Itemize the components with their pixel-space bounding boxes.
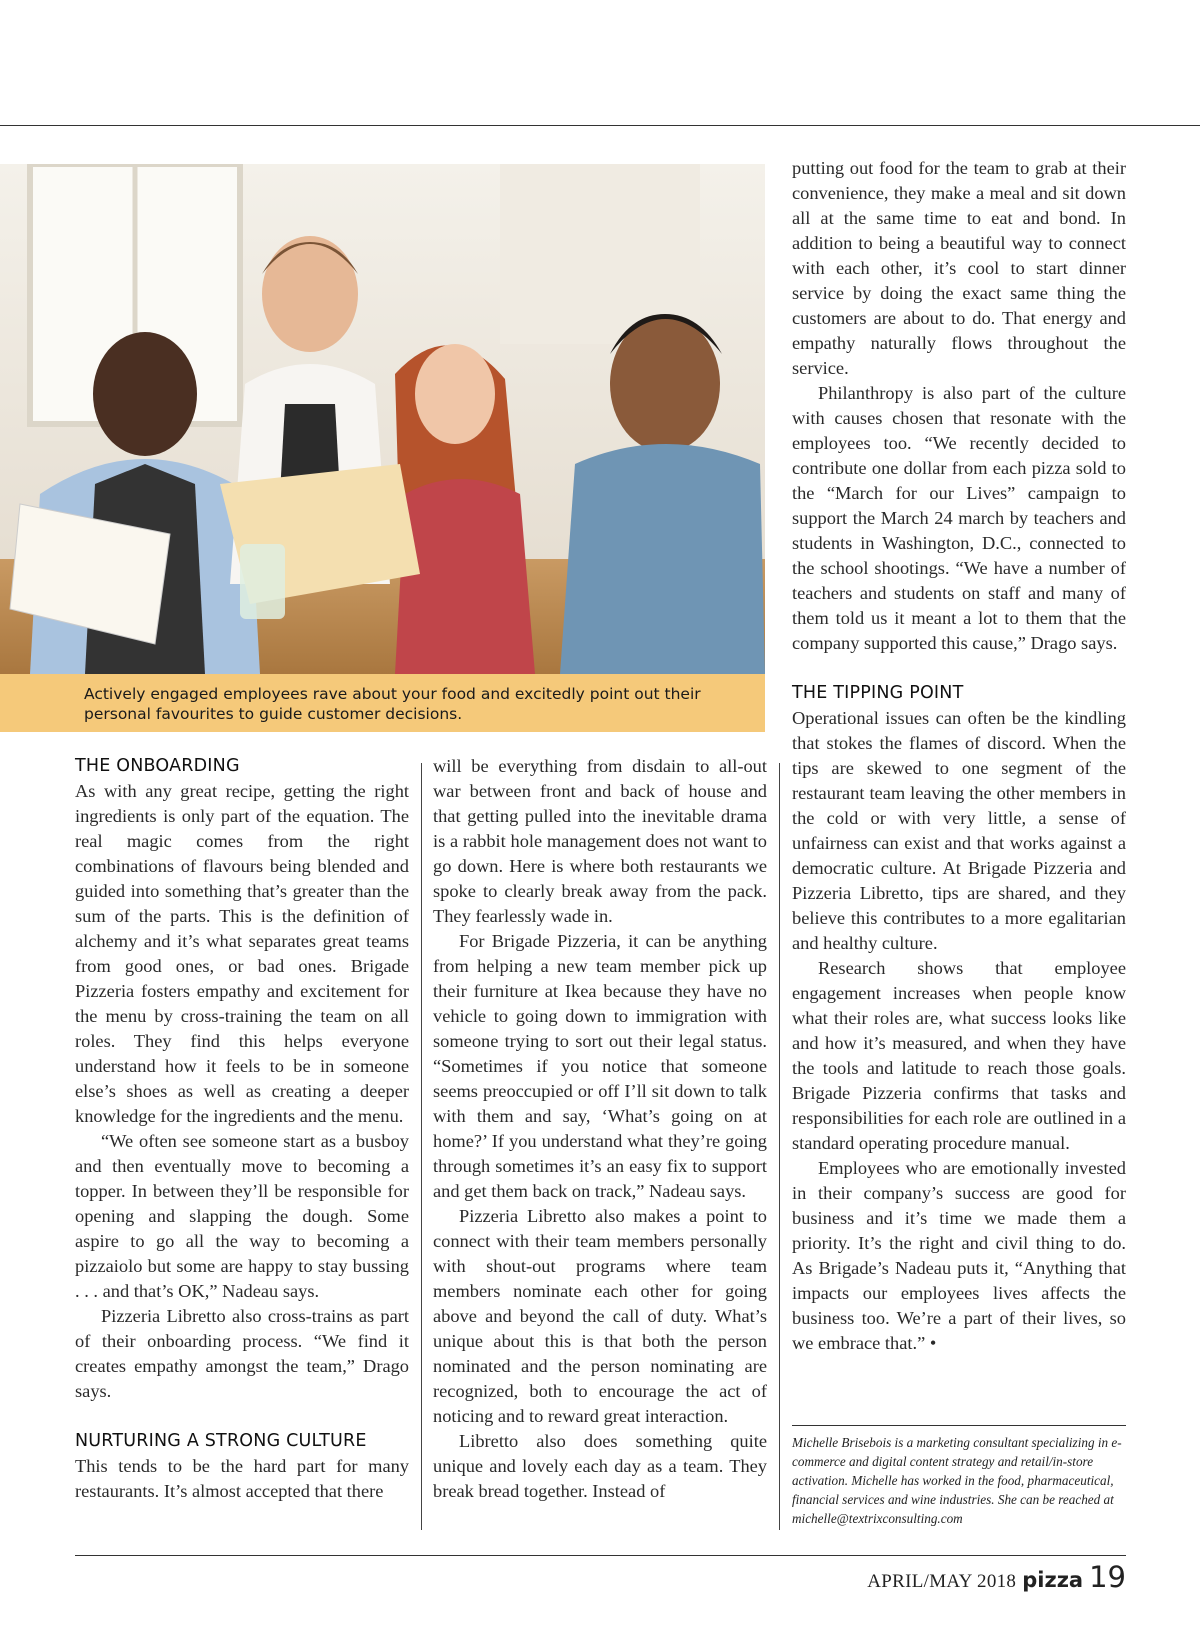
section-heading-onboarding: THE ONBOARDING (75, 756, 240, 776)
article-column-2 (433, 754, 767, 1504)
paragraph: Libretto also does something quite unique and lovely each day as a team. They break bread together. Instead of (433, 1431, 767, 1501)
article-photo (0, 164, 765, 674)
top-rule (0, 125, 1200, 126)
paragraph: Pizzeria Libretto also cross-trains as part of their onboarding process. “We find it creates empathy amongst the team,” Drago says. (75, 1306, 409, 1401)
bio-divider (792, 1425, 1126, 1426)
page-number: 19 (1089, 1560, 1126, 1594)
footer-rule (75, 1555, 1126, 1556)
column-divider (779, 763, 780, 1530)
magazine-name: pizza (1022, 1568, 1084, 1592)
article-column-3 (792, 156, 1126, 1356)
author-bio: Michelle Brisebois is a marketing consultant specializing in e-commerce and digital content strategy and retail/in-store activation. Michelle has worked in the food, pharmaceutical, financial services and wine industries. She can be reached at michelle@textrixconsulting.com (792, 1435, 1122, 1526)
restaurant-team-photo-illustration (0, 164, 765, 674)
paragraph: Research shows that employee engagement increases when people know what their roles are, what success looks like and how it’s measured, and when they have the tools and latitude to reach those goals. Brigade Pizzeria confirms that tasks and responsibilities for each role are outlined in a standard operating procedure manual. (792, 958, 1126, 1153)
paragraph: Philanthropy is also part of the culture with causes chosen that resonate with the employees too. “We recently decided to contribute one dollar from each pizza sold to the “March for our Lives” campaign to support the March 24 march by teachers and students in Washington, D.C., connected to the school shootings. “We have a number of teachers and students on staff and many of them told us it meant a lot to them that the company supported this cause,” Drago says. (792, 383, 1126, 653)
section-heading-culture: NURTURING A STRONG CULTURE (75, 1431, 367, 1451)
paragraph: For Brigade Pizzeria, it can be anything from helping a new team member pick up their furniture at Ikea because they have no vehicle to going down to immigration with someone trying to sort out their legal status. “Sometimes if you notice that someone seems preoccupied or off I’ll sit down to talk with them and say, ‘What’s going on at home?’ If you understand what they’re going through sometimes it’s an easy fix to support and get them back on track,” Nadeau says. (433, 931, 767, 1201)
paragraph: “We often see someone start as a busboy and then eventually move to becoming a topper. In between they’ll be responsible for opening and slapping the dough. Some aspire to go all the way to becoming a pizzaiolo but some are happy to stay bussing . . . and that’s OK,” Nadeau says. (75, 1131, 409, 1301)
paragraph: This tends to be the hard part for many restaurants. It’s almost accepted that there (75, 1456, 409, 1501)
paragraph: Employees who are emotionally invested in their company’s success are good for business and it’s time we made them a priority. It’s the right and civil thing to do. As Brigade’s Nadeau puts it, “Anything that impacts our employees lives affects the business too. We’re a part of their lives, so we embrace that.” • (792, 1158, 1126, 1353)
photo-caption: Actively engaged employees rave about your food and excitedly point out their personal favourites to guide customer decisions. (0, 674, 765, 732)
paragraph: As with any great recipe, getting the right ingredients is only part of the equation. The real magic comes from the right combinations of flavours being blended and guided into something that’s greater than the sum of the parts. This is the definition of alchemy and it’s what separates great teams from good ones, or bad ones. Brigade Pizzeria fosters empathy and excitement for the menu by cross-training the team on all roles. They find this helps everyone understand how it feels to be in someone else’s shoes as well as creating a deeper knowledge for the ingredients and the menu. (75, 781, 409, 1126)
paragraph: Operational issues can often be the kindling that stokes the flames of discord. When the tips are skewed to one segment of the restaurant team leaving the other members in the cold or with very little, a sense of unfairness can exist and that works against a democratic culture. At Brigade Pizzeria and Pizzeria Libretto, tips are shared, and they believe this contributes to a more egalitarian and healthy culture. (792, 708, 1126, 953)
column-divider (421, 763, 422, 1530)
issue-date: APRIL/MAY 2018 (867, 1571, 1017, 1592)
paragraph: will be everything from disdain to all-out war between front and back of house and that getting pulled into the inevitable drama is a rabbit hole management does not want to go down. Here is where both restaurants we spoke to clearly break away from the pack. They fearlessly wade in. (433, 756, 767, 926)
section-heading-tipping-point: THE TIPPING POINT (792, 683, 964, 703)
paragraph: Pizzeria Libretto also makes a point to connect with their team members personally with shout-out programs where team members nominate each other for going above and beyond the call of duty. What’s unique about this is that both the person nominated and the person nominating are recognized, both to encourage the act of noticing and to reward great interaction. (433, 1206, 767, 1426)
page-footer (867, 1560, 1126, 1594)
article-column-1 (75, 754, 409, 1504)
paragraph: putting out food for the team to grab at their convenience, they make a meal and sit down all at the same time to eat and bond. In addition to being a beautiful way to connect with each other, it’s cool to start dinner service by doing the exact same thing the customers are about to do. That energy and empathy naturally flows throughout the service. (792, 158, 1126, 378)
